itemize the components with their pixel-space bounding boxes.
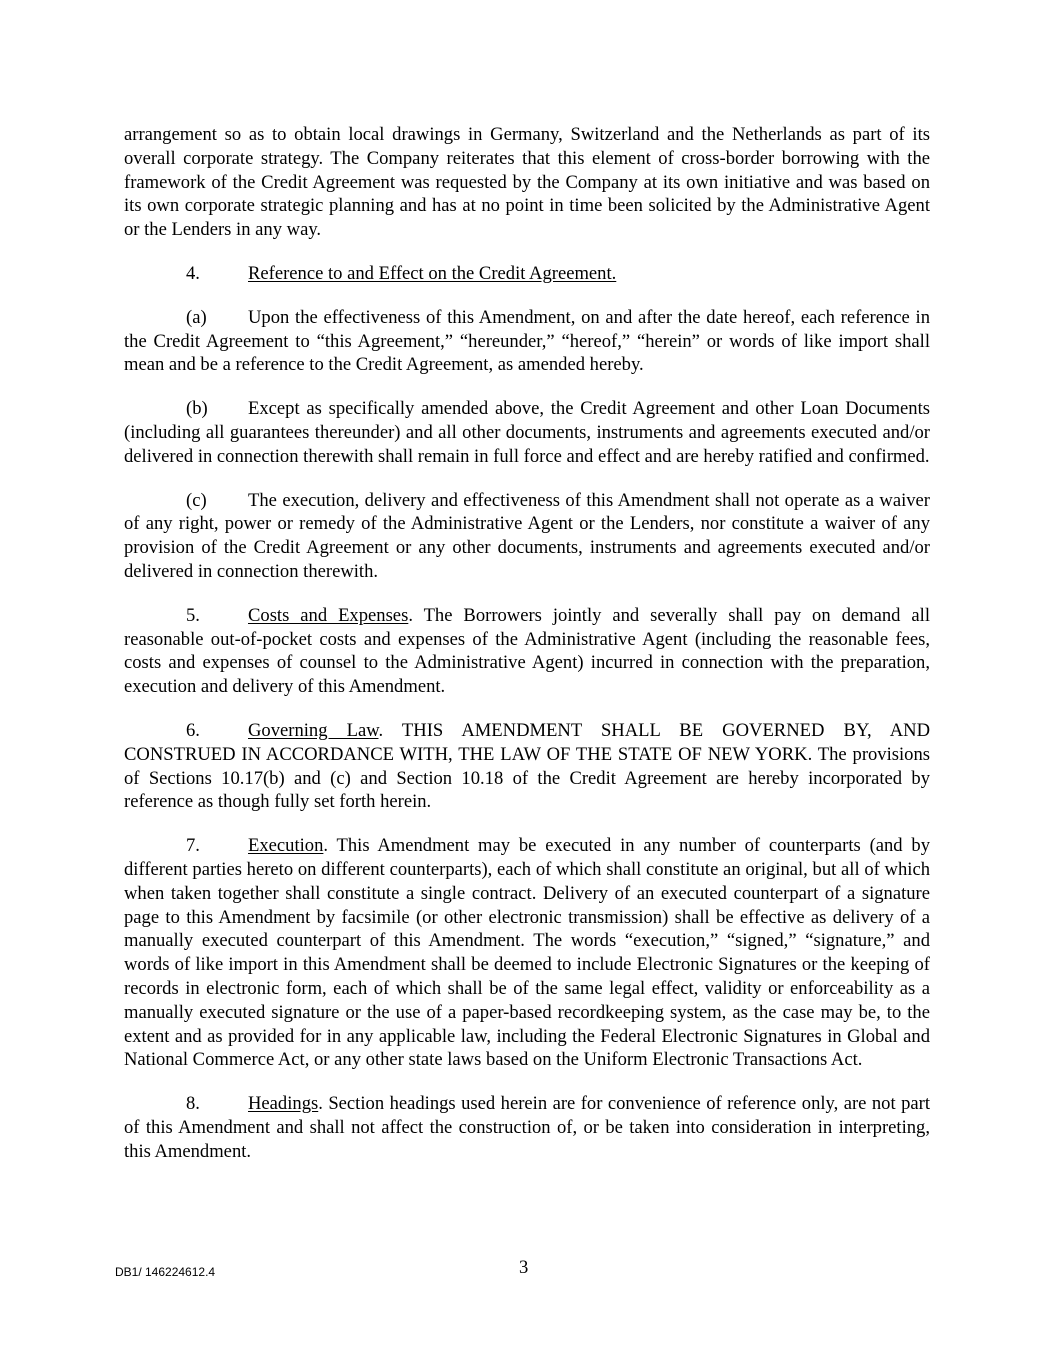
document-id: DB1/ 146224612.4: [115, 1265, 216, 1279]
section-text: . Section headings used herein are for convenience of reference only, are not part of this Amendment and shall not affect the construction of, or be taken into consideration in interpreting, this Amendment.: [124, 1093, 930, 1162]
section-title: Reference to and Effect on the Credit Agreement.: [248, 262, 617, 284]
section-number: 4.: [186, 262, 200, 284]
subsection-text: Except as specifically amended above, the Credit Agreement and other Loan Documents (including all guarantees thereunder) and all other documents, instruments and agreements executed and/or delivered in connection therewith shall remain in full force and effect and are hereby ratified and confirmed.: [124, 398, 930, 467]
section-4b: [124, 397, 930, 468]
section-number: 5.: [186, 604, 200, 626]
section-title: Costs and Expenses: [248, 604, 409, 626]
section-number: 7.: [186, 835, 200, 857]
section-4c: [124, 489, 930, 584]
section-title: Governing Law: [248, 719, 379, 741]
page-number: 3: [519, 1257, 529, 1278]
section-6: [124, 719, 930, 814]
document-body: [124, 123, 930, 1183]
subsection-label: (a): [186, 306, 207, 328]
section-text: . This Amendment may be executed in any number of counterparts (and by different parties hereto on different counterparts), each of which shall constitute an original, but all of which when taken together shall constitute a single contract. Delivery of an executed counterpart of a signature page to this Amendment by facsimile (or other electronic transmission) shall be effective as delivery of a manually executed counterpart of this Amendment. The words “execution,” “signed,” “signature,” and words of like import in this Amendment shall be deemed to include Electronic Signatures or the keeping of records in electronic form, each of which shall be of the same legal effect, validity or enforceability as a manually executed signature or the use of a paper-based recordkeeping system, as the case may be, to the extent and as provided for in any applicable law, including the Federal Electronic Signatures in Global and National Commerce Act, or any other state laws based on the Uniform Electronic Transactions Act.: [124, 835, 930, 1071]
subsection-text: Upon the effectiveness of this Amendment, on and after the date hereof, each reference in the Credit Agreement to “this Agreement,” “hereunder,” “hereof,” “herein” or words of like import shall mean and be a reference to the Credit Agreement, as amended hereby.: [124, 306, 930, 376]
section-title: Execution: [248, 835, 324, 857]
paragraph-continuation: arrangement so as to obtain local drawings in Germany, Switzerland and the Netherlands as part of its overall corporate strategy. The Company reiterates that this element of cross-border borrowing with the framework of the Credit Agreement was requested by the Company at its own initiative and was based on its own corporate strategic planning and has at no point in time been solicited by the Administrative Agent or the Lenders in any way.: [124, 124, 930, 241]
section-number: 6.: [186, 719, 200, 741]
subsection-label: (b): [186, 398, 208, 420]
subsection-label: (c): [186, 489, 207, 511]
section-4a: [124, 306, 930, 377]
section-8: [124, 1092, 930, 1163]
section-text: . The Borrowers jointly and severally shall pay on demand all reasonable out-of-pocket costs and expenses of the Administrative Agent (including the reasonable fees, costs and expenses of counsel to the Administrative Agent) incurred in connection with the preparation, execution and delivery of this Amendment.: [124, 604, 930, 698]
subsection-text: The execution, delivery and effectiveness of this Amendment shall not operate as a waiver of any right, power or remedy of the Administrative Agent or the Lenders, nor constitute a waiver of any provision of the Credit Agreement or any other documents, instruments and agreements executed and/or delivered in connection therewith.: [124, 489, 930, 582]
section-4-heading: [124, 262, 930, 286]
section-title: Headings: [248, 1093, 319, 1115]
section-5: [124, 604, 930, 699]
section-text: . THIS AMENDMENT SHALL BE GOVERNED BY, AND CONSTRUED IN ACCORDANCE WITH, THE LAW OF THE STATE OF NEW YORK. The provisions of Sections 10.17(b) and (c) and Section 10.18 of the Credit Agreement are hereby incorporated by reference as though fully set forth herein.: [124, 719, 930, 813]
section-number: 8.: [186, 1093, 200, 1115]
section-7: [124, 834, 930, 1072]
